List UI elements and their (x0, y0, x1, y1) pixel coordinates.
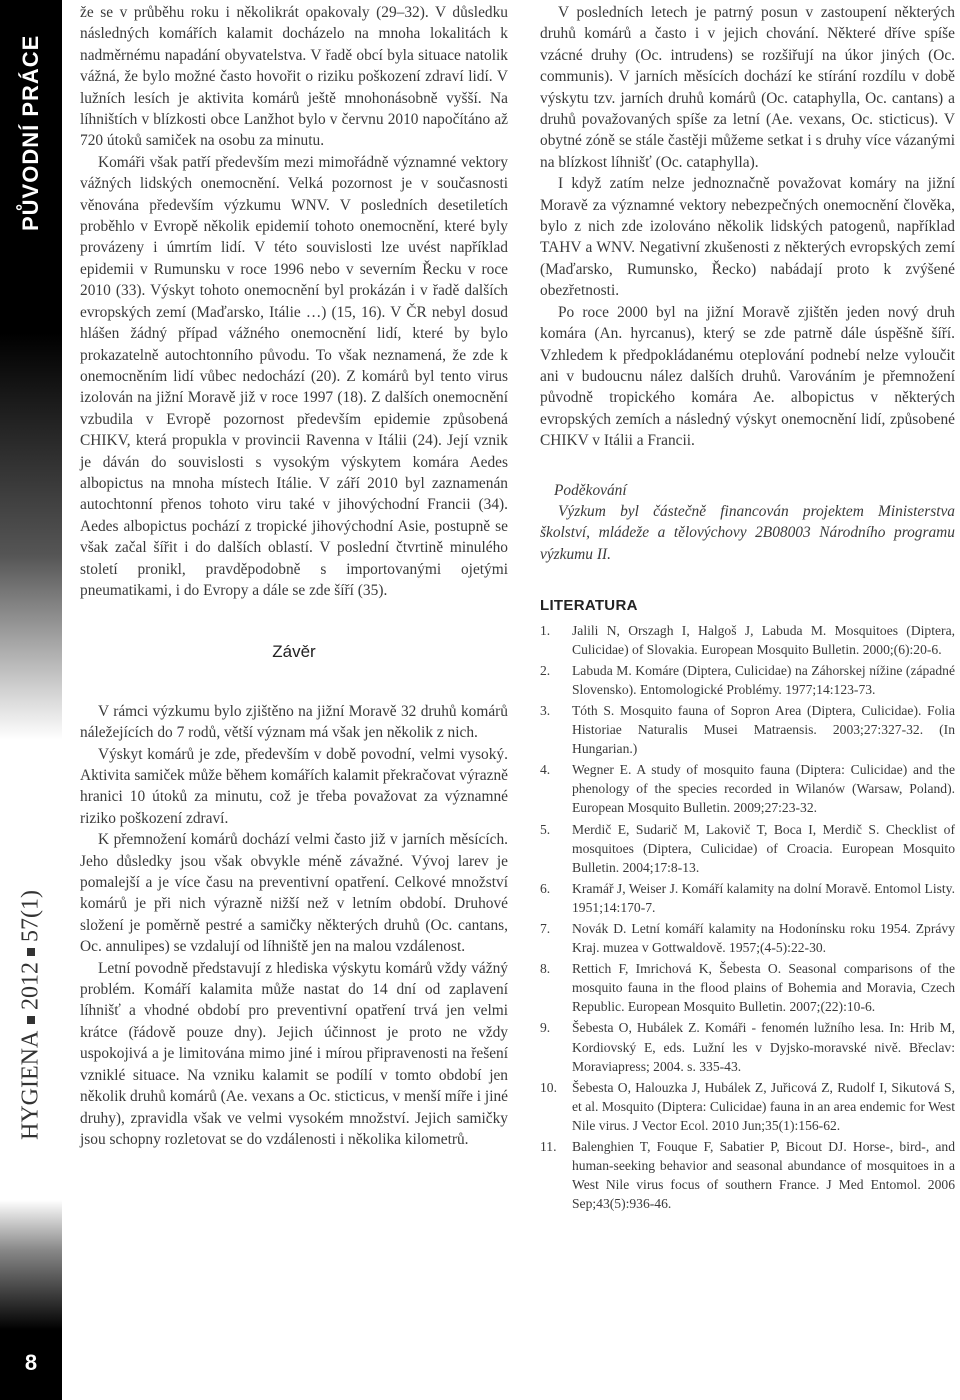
left-column (80, 2, 508, 1150)
literature-heading: LITERATURA (540, 597, 638, 615)
reference-item (540, 1137, 955, 1213)
body-paragraph: V posledních letech je patrný posun v zastoupení některých druhů komárů a často i v jejich chování. Některé dříve spíše vzácné druhy (Oc. intrudens) se rozšiřují na úkor jiných (Oc. communis). V jarních měsících dochází ke stírání rozdílu v době výskytu tzv. jarních druhů komárů (Oc. cataphylla, Oc. cantans) a druhů považovaných spíše za letní (Ae. vexans, Oc. sticticus). V obytné zóně se stále častěji můžeme setkat i s druhy více vázanými na blízkost líhnišť (Oc. cataphylla). (540, 4, 955, 171)
reference-item (540, 701, 955, 758)
reference-item (540, 661, 955, 699)
body-paragraph: Komáři však patří především mezi mimořádně významné vektory vážných lidských onemocnění. Velká pozornost je v současnosti věnována především výzkumu WNV. V posledních desetiletích proběhlo v Evropě několik epidemií tohoto onemocnění, které byly provázeny i úmrtím lidí. V této souvislosti lze uvést například epidemii v Rumunsku v roce 1996 nebo v severním Řecku v roce 2010 (33). Výskyt tohoto onemocnění byl prokázán i v řadě dalších evropských zemí (Maďarsko, Itálie …) (15, 16). V ČR nebyl dosud hlášen žádný případ vážného onemocnění lidí, které by bylo prokazatelně autochtonního původu. To však neznamená, že zde k onemocněním lidí vůbec nedochází (20). Z komárů byl tento virus izolován na jižní Moravě již v roce 1997 (18). Z dalších onemocnění vzbudila v Evropě pozornost především epidemie způsobená CHIKV, která propukla v provincii Ravenna v Itálii (24). Její vznik je dáván do souvislosti s vysokým výskytem komára Aedes albopictus na mnoha místech Itálie. V září 2010 byl zaznamenán autochtonní přenos tohoto viru také v jihovýchodní Francii (34). Aedes albopictus pochází z tropické jihovýchodní Asie, postupně se však začal šířit i do dalších oblastí. V poslední čtvrtině minulého století pronikl, pravděpodobně s importovanými ojetými pneumatikami, i do Evropy a dále se zde šíří (35). (80, 153, 508, 599)
reference-text: Tóth S. Mosquito fauna of Sopron Area (Diptera, Culicidae). Folia Historiae Naturalis Musei Matraensis. 2003;27:327-32. (In Hungarian.) (572, 702, 955, 757)
reference-number: 1. (540, 622, 551, 638)
acknowledgement-text: Výzkum byl částečně financován projektem Ministerstva školství, mládeže a tělovýchovy 2B08003 Národního programu výzkumu II. (540, 502, 955, 563)
reference-item (540, 879, 955, 917)
reference-list (540, 621, 955, 1214)
reference-number: 9. (540, 1020, 551, 1036)
reference-text: Merdič E, Sudarič M, Lakovič T, Boca I, Merdič S. Checklist of mosquitoes (Diptera, Culicidae) of Croacia. European Mosquito Bulletin. 2004;17:8-13. (572, 821, 955, 875)
conclusion-paragraph: K přemnožení komárů dochází velmi často již v jarních měsících. Jeho důsledky jsou však obvykle méně závažné. Vývoj larev je pomalejší a je více času na preventivní opatření. Celkové množství komárů je při nich výrazně nižší než v letním období. Druhové složení je poměrně pestré a samičky některých druhů (Oc. cantans, Oc. annulipes) se vzdalují od líhniště jen na malou vzdálenost. (80, 831, 508, 956)
reference-text: Novák D. Letní komáří kalamity na Hodonínsku roku 1954. Zprávy Kraj. muzea v Gottwaldově. 1957;(4-5):22-30. (572, 920, 955, 956)
reference-item (540, 959, 955, 1016)
reference-text: Labuda M. Komáre (Diptera, Culicidae) na Záhorskej nížine (západné Slovensko). Entomologické Problémy. 1977;14:123-73. (572, 662, 955, 697)
reference-text: Wegner E. A study of mosquito fauna (Diptera: Culicidae) and the phenology of the species recorded in Wilanów (Warsaw, Poland). European Mosquito Bulletin. 2009;27:23-32. (572, 762, 955, 816)
reference-number: 8. (540, 961, 551, 977)
reference-number: 11. (540, 1139, 557, 1154)
reference-number: 3. (540, 702, 551, 718)
reference-item (540, 760, 955, 817)
reference-number: 7. (540, 920, 551, 936)
body-paragraph: I když zatím nelze jednoznačně považovat komáry na jižní Moravě za významné vektory nebezpečných onemocnění člověka, bylo z nich zde izolováno několik lidských patogenů, například TAHV a WNV. Negativní zkušenosti z některých evropských zemí (Maďarsko, Rumunsko, Řecko) nabádají proto k zvýšené obezřetnosti. (540, 175, 955, 300)
body-paragraph: že se v průběhu roku i několikrát opakovaly (29–32). V důsledku následných komářích kalamit docházelo na mnoha lokalitách k nadměrnému napadání obyvatelstva. V řadě obcí byla situace natolik vážná, že bylo možné často hovořit o riziku poškození zdraví lidí. V lužních lesích je aktivita komárů ještě mnohonásobně vyšší. Na líhništích v blízkosti obce Lanžhot bylo v červnu 2010 napočítáno až 720 útoků samiček na osobu za minutu. (80, 4, 508, 150)
conclusion-paragraph: Letní povodně představují z hlediska výskytu komárů vždy vážný problém. Komáří kalamita může nastat do 14 dní od zaplavení líhnišť a vhodné období pro preventivní opatření trvá jen velmi krátce (řádově pouze dny). Jejich účinnost je proto ne vždy uspokojivá a je limitována mimo jiné i mírou připravenosti na řešení vzniklé situace. Na vzniku kalamit se podílí v tomto období jen několik druhů komárů (Ae. vexans a Oc. sticticus, v menší míře i jiné druhy), zpravidla však ve velmi vysokém množství. Jejich samičky jsou schopny rozletovat se do vzdálenosti i několika kilometrů. (80, 959, 508, 1148)
journal-volume: 57(1) (17, 890, 44, 943)
reference-text: Jalili N, Orszagh I, Halgoš J, Labuda M. Mosquitoes (Diptera, Culicidae) of Slovakia. European Mosquito Bulletin. 2000;(6):20-6. (572, 622, 955, 657)
conclusion-paragraph: V rámci výzkumu bylo zjištěno na jižní Moravě 32 druhů komárů náležejících do 7 rodů, větší význam má však jen několik z nich. (80, 702, 508, 742)
right-column (540, 2, 955, 1215)
reference-text: Balenghien T, Fouque F, Sabatier P, Bicout DJ. Horse-, bird-, and human-seeking behavior and seasonal abundance of mosquitoes in a West Nile virus focus of southern France. J Med Entomol. 2006 Sep;43(5):936-46. (572, 1139, 955, 1212)
body-paragraph: Po roce 2000 byl na jižní Moravě zjištěn jeden nový druh komára (An. hyrcanus), který se zde patrně dále úspěšně šíří. Vzhledem k předpokládanému oteplování podnebí nelze vyloučit ani v budoucnu nález dalších druhů. Varováním je přemnožení původně tropického komára Ae. albopictus v některých evropských zemích a následný výskyt onemocnění lidí, způsobené CHIKV v Itálii a Francii. (540, 303, 955, 450)
journal-name: HYGIENA (17, 1030, 44, 1140)
reference-item (540, 1078, 955, 1135)
reference-number: 6. (540, 880, 551, 896)
reference-text: Šebesta O, Hubálek Z. Komáři - fenomén lužního lesa. In: Hrib M, Kordiovský E, eds. Lužní les v Dyjsko-moravské nivě. Břeclav: Moraviapress; 2004. s. 335-43. (572, 1020, 955, 1074)
journal-year: 2012 (17, 962, 44, 1011)
reference-text: Rettich F, Imrichová K, Šebesta O. Seasonal comparisons of the mosquito fauna in the flood plains of Bohemia and Moravia, Czech Republic. European Mosquito Bulletin. 2007;(22):10-6. (572, 961, 955, 1015)
reference-item (540, 1018, 955, 1075)
reference-item (540, 820, 955, 877)
separator-square-icon (27, 948, 35, 956)
reference-item (540, 919, 955, 957)
conclusion-paragraph: Výskyt komárů je zde, především v době povodní, velmi vysoký. Aktivita samiček může během komářích kalamit překračovat výrazně hranici 10 útoků za minutu, což je třeba považovat za významné riziko poškození zdraví. (80, 745, 508, 827)
section-heading-zaver: Závěr (272, 642, 316, 662)
sidebar (0, 0, 62, 1400)
reference-text: Šebesta O, Halouzka J, Hubálek Z, Juřicová Z, Rudolf I, Sikutová S, et al. Mosquito (Diptera: Culicidae) fauna in an area endemic for West Nile virus. J Vector Ecol. 2010 Jun;35(1):156-62. (572, 1079, 955, 1133)
section-label: PŮVODNÍ PRÁCE (18, 34, 43, 232)
separator-square-icon (27, 1016, 35, 1024)
reference-number: 2. (540, 662, 551, 678)
reference-number: 10. (540, 1079, 557, 1095)
page-number: 8 (24, 1350, 38, 1375)
acknowledgement (540, 480, 955, 566)
reference-text: Kramář J, Weiser J. Komáří kalamity na dolní Moravě. Entomol Listy. 1951;14:170-7. (572, 880, 955, 915)
journal-label (8, 850, 54, 1180)
reference-number: 5. (540, 821, 551, 837)
reference-number: 4. (540, 762, 551, 778)
acknowledgement-title: Poděkování (554, 481, 627, 499)
reference-item (540, 621, 955, 659)
